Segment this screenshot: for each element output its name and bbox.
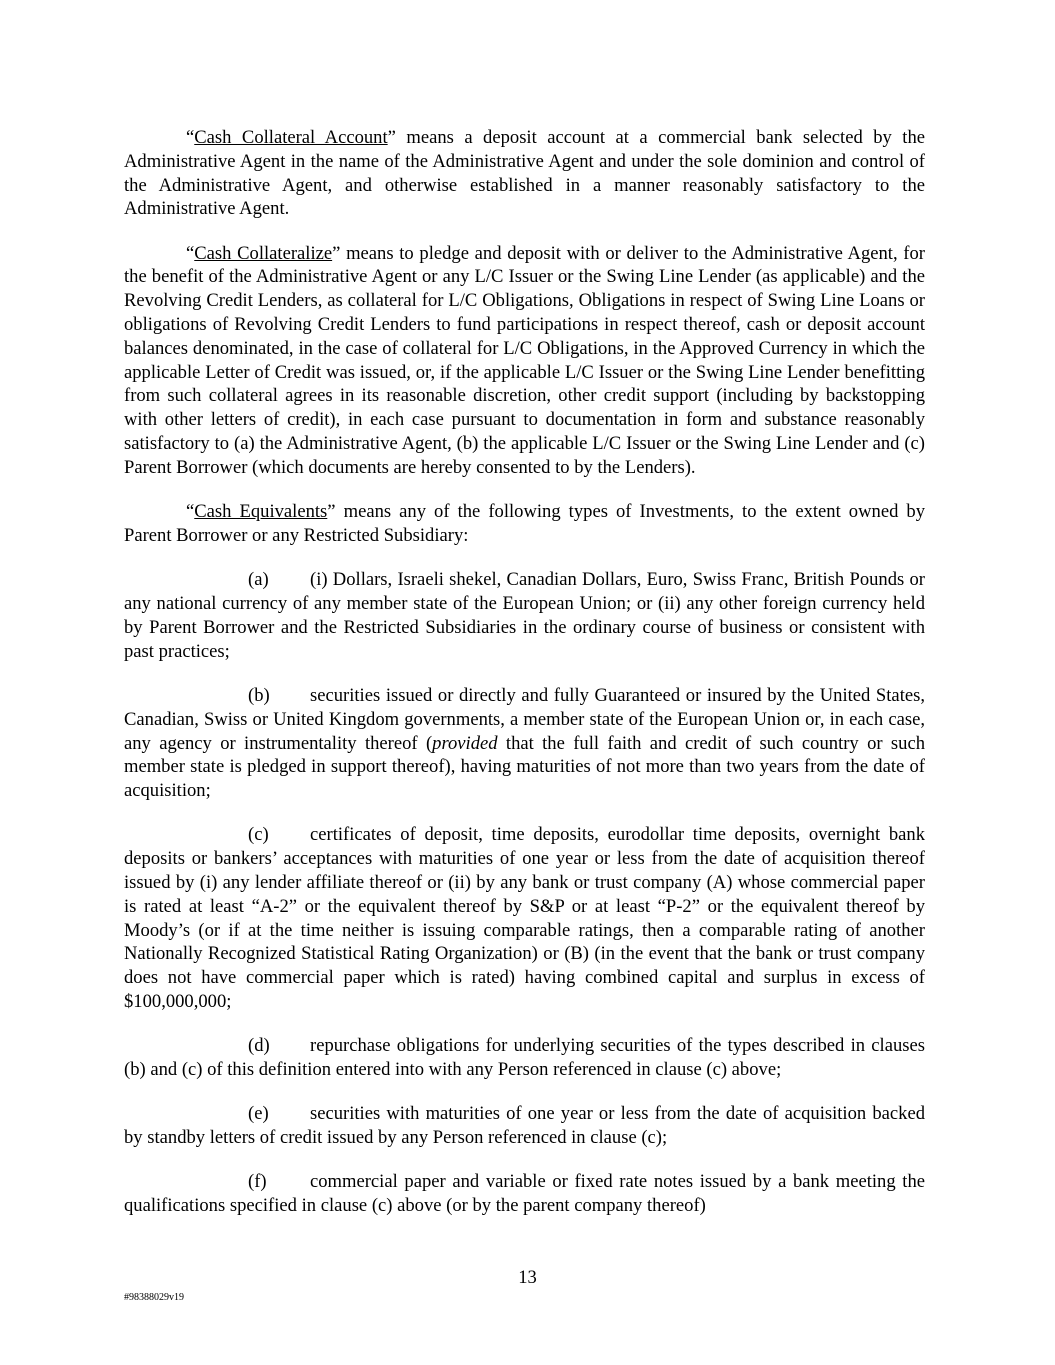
clause-text: certificates of deposit, time deposits, eurodollar time deposits, overnight bank deposits or bankers’ acceptances with maturities of one year or less from the date of acquisition thereof issued by (i) any lender affiliate thereof or (ii) by any bank or trust company (A) whose commercial paper is rated at least “A-2” or the equivalent thereof by S&P or at least “P-2” or the equivalent thereof by Moody’s (or if at the time neither is issuing comparable ratings, then a comparable rating of another Nationally Recognized Statistical Rating Organization) or (B) (in the event that the bank or trust company does not have commercial paper which is rated) having combined capital and surplus in excess of $100,000,000; [124,824,925,1012]
clause-d [124,1034,925,1082]
clause-b [124,684,925,803]
clause-italic-term: provided [432,732,498,754]
definition-text: means any of the following types of Investments, to the extent owned by Parent Borrower or any Restricted Subsidiary: [124,501,926,546]
clause-label: (d) [248,1035,270,1057]
clause-f [124,1170,925,1218]
definition-cash-collateral-account [124,126,925,221]
defined-term: Cash Equivalents [194,501,328,523]
clause-label: (b) [248,684,270,706]
clause-label: (a) [248,569,269,591]
close-quote: ” [327,501,336,523]
definition-cash-collateralize [124,242,925,480]
clause-text: securities issued or directly and fully Guaranteed or insured by the United States, Canadian, Swiss or United Kingdom governments, a member state of the European Union or, in each case, any agency or instrumentality thereof ( [124,684,925,754]
definition-cash-equivalents [124,500,925,548]
close-quote: ” [387,127,396,148]
clause-a [124,568,925,663]
open-quote: “ [186,242,195,264]
clause-label: (c) [248,824,269,846]
clause-text: repurchase obligations for underlying securities of the types described in clauses (b) and (c) of this definition entered into with any Person referenced in clause (c) above; [124,1035,925,1081]
page-number: 13 [518,1267,537,1288]
close-quote: ” [332,242,341,264]
clause-e [124,1102,925,1150]
clause-label: (e) [248,1103,269,1125]
document-id: #98388029v19 [124,1292,184,1303]
definition-text: means to pledge and deposit with or deliver to the Administrative Agent, for the benefit of the Administrative Agent or any L/C Issuer or the Swing Line Lender (as applicable) and the Revolving Credit Lenders, as collateral for L/C Obligations, Obligations in respect of Swing Line Loans or obligations of Revolving Credit Lenders to fund participations in respect thereof, cash or deposit account balances denominated, in the case of collateral for L/C Obligations, in the Approved Currency in which the applicable Letter of Credit was issued, or, if the applicable L/C Issuer or the Swing Line Lender benefitting from such collateral agrees in its reasonable discretion, other credit support (including by backstopping with other letters of credit), in each case pursuant to documentation in form and substance reasonably satisfactory to (a) the Administrative Agent, (b) the applicable L/C Issuer or the Swing Line Lender and (c) Parent Borrower (which documents are hereby consented to by the Lenders). [124,242,925,478]
open-quote: “ [186,501,195,523]
clause-text-continued: that the full faith and credit of such country or such member state is pledged in support thereof), having maturities of not more than two years from the date of acquisition; [124,732,925,802]
clause-label: (f) [248,1171,267,1193]
clause-text: (i) Dollars, Israeli shekel, Canadian Dollars, Euro, Swiss Franc, British Pounds or any national currency of any member state of the European Union; or (ii) any other foreign currency held by Parent Borrower and the Restricted Subsidiaries in the ordinary course of business or consistent with past practices; [124,569,925,662]
clause-c [124,823,925,1013]
defined-term: Cash Collateralize [194,242,333,264]
open-quote: “ [186,127,195,148]
clause-text: commercial paper and variable or fixed rate notes issued by a bank meeting the qualifications specified in clause (c) above (or by the parent company thereof) [124,1171,925,1217]
document-body [124,126,925,1239]
definition-text: means a deposit account at a commercial bank selected by the Administrative Agent in the name of the Administrative Agent and under the sole dominion and control of the Administrative Agent, and otherwise established in a manner reasonably satisfactory to the Administrative Agent. [124,127,926,220]
clause-text: securities with maturities of one year or less from the date of acquisition backed by standby letters of credit issued by any Person referenced in clause (c); [124,1103,925,1149]
defined-term: Cash Collateral Account [194,127,388,148]
